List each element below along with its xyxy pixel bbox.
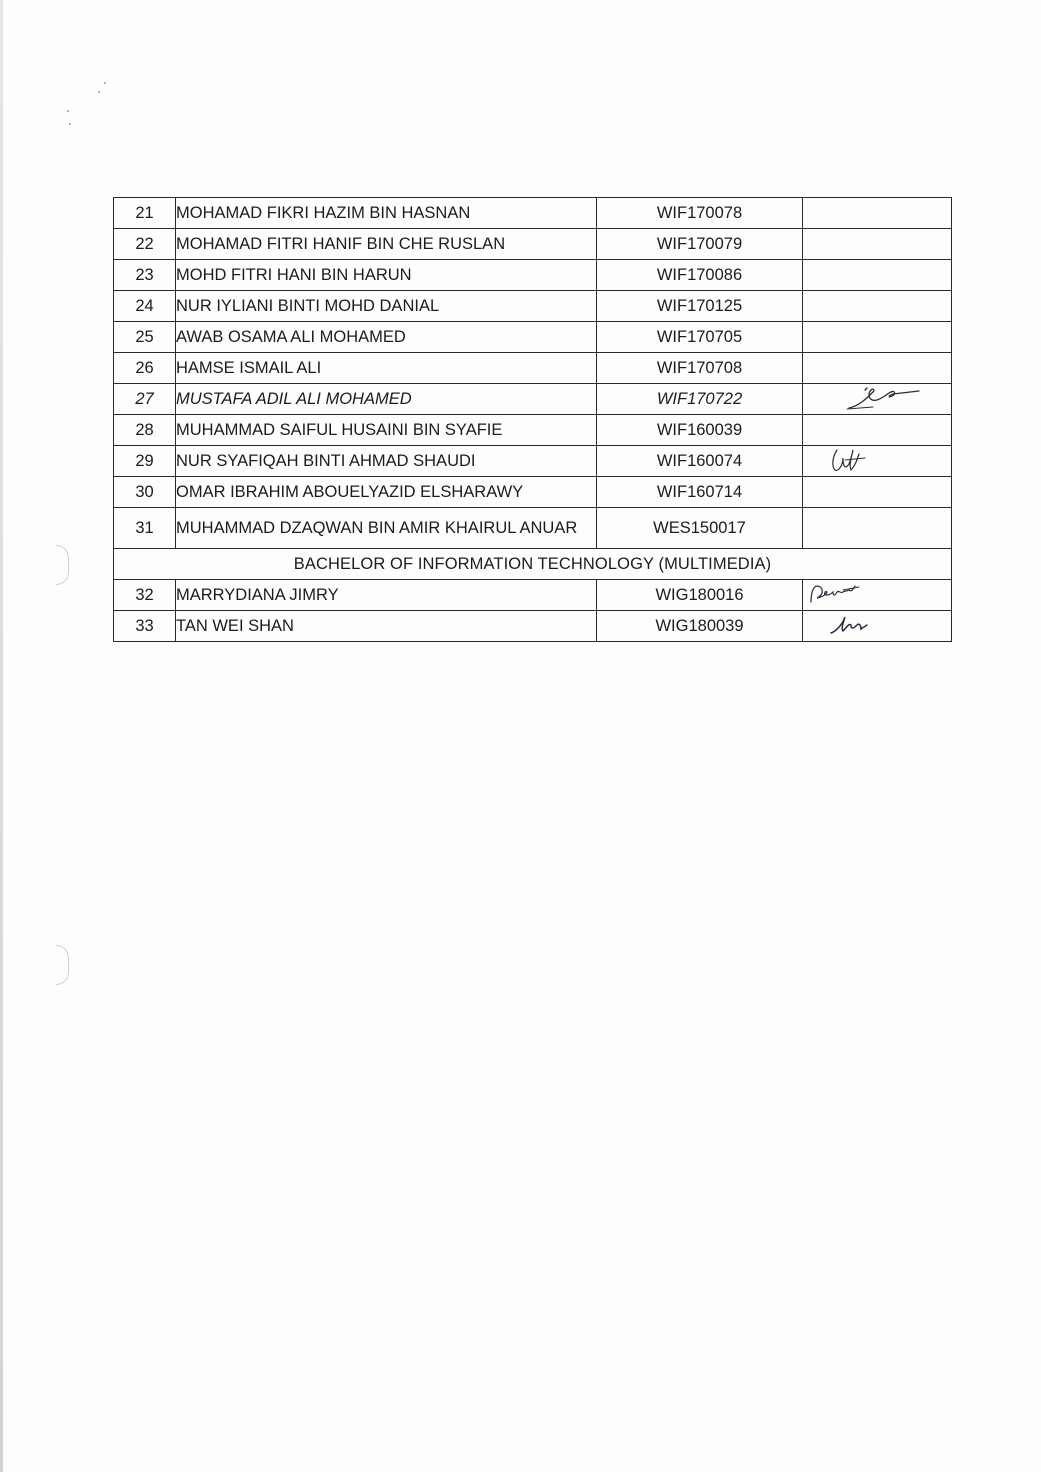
signature-cell (803, 260, 952, 291)
matric-number: WIG180039 (597, 611, 803, 642)
matric-number: WIF160039 (597, 415, 803, 446)
handwritten-signature (803, 384, 952, 414)
row-number: 27 (114, 384, 176, 415)
row-number: 28 (114, 415, 176, 446)
scan-edge (0, 0, 3, 1472)
table-row (114, 580, 952, 611)
row-number: 23 (114, 260, 176, 291)
table-row (114, 291, 952, 322)
signature-cell (803, 229, 952, 260)
section-row (114, 549, 952, 580)
punch-hole-shadow (56, 945, 69, 985)
signature-cell (803, 322, 952, 353)
table-row (114, 260, 952, 291)
punch-hole-shadow (56, 545, 69, 585)
row-number: 24 (114, 291, 176, 322)
matric-number: WES150017 (597, 508, 803, 549)
matric-number: WIF170125 (597, 291, 803, 322)
matric-number: WIF170708 (597, 353, 803, 384)
row-number: 26 (114, 353, 176, 384)
scan-speck (104, 82, 106, 84)
scan-speck (98, 91, 100, 93)
table-row (114, 415, 952, 446)
signature-cell (803, 508, 952, 549)
student-name: TAN WEI SHAN (176, 611, 597, 642)
student-name: MOHD FITRI HANI BIN HARUN (176, 260, 597, 291)
matric-number: WIG180016 (597, 580, 803, 611)
signature-cell (803, 384, 952, 415)
matric-number: WIF160074 (597, 446, 803, 477)
student-name: AWAB OSAMA ALI MOHAMED (176, 322, 597, 353)
signature-cell (803, 415, 952, 446)
signature-cell (803, 477, 952, 508)
student-name: MARRYDIANA JIMRY (176, 580, 597, 611)
table-row (114, 384, 952, 415)
handwritten-signature (803, 446, 952, 476)
handwritten-signature (803, 611, 952, 641)
matric-number: WIF170079 (597, 229, 803, 260)
row-number: 21 (114, 198, 176, 229)
student-name: HAMSE ISMAIL ALI (176, 353, 597, 384)
row-number: 25 (114, 322, 176, 353)
row-number: 32 (114, 580, 176, 611)
matric-number: WIF170078 (597, 198, 803, 229)
scan-speck (69, 123, 71, 125)
student-name: MUHAMMAD SAIFUL HUSAINI BIN SYAFIE (176, 415, 597, 446)
matric-number: WIF160714 (597, 477, 803, 508)
table-row (114, 322, 952, 353)
table-row (114, 446, 952, 477)
student-name: MOHAMAD FITRI HANIF BIN CHE RUSLAN (176, 229, 597, 260)
student-name: NUR SYAFIQAH BINTI AHMAD SHAUDI (176, 446, 597, 477)
student-name: MUSTAFA ADIL ALI MOHAMED (176, 384, 597, 415)
signature-cell (803, 291, 952, 322)
row-number: 22 (114, 229, 176, 260)
row-number: 31 (114, 508, 176, 549)
row-number: 30 (114, 477, 176, 508)
signature-cell (803, 580, 952, 611)
student-name: OMAR IBRAHIM ABOUELYAZID ELSHARAWY (176, 477, 597, 508)
signature-cell (803, 353, 952, 384)
scan-speck (67, 110, 69, 112)
student-name: NUR IYLIANI BINTI MOHD DANIAL (176, 291, 597, 322)
row-number: 29 (114, 446, 176, 477)
table-row (114, 353, 952, 384)
student-attendance-table (113, 197, 952, 642)
matric-number: WIF170722 (597, 384, 803, 415)
table-row (114, 229, 952, 260)
table-row (114, 477, 952, 508)
matric-number: WIF170705 (597, 322, 803, 353)
section-heading: BACHELOR OF INFORMATION TECHNOLOGY (MULTIMEDIA) (114, 549, 952, 580)
signature-cell (803, 446, 952, 477)
table-row (114, 611, 952, 642)
matric-number: WIF170086 (597, 260, 803, 291)
table-row (114, 508, 952, 549)
row-number: 33 (114, 611, 176, 642)
table-row (114, 198, 952, 229)
student-name: MOHAMAD FIKRI HAZIM BIN HASNAN (176, 198, 597, 229)
handwritten-signature (803, 580, 952, 610)
signature-cell (803, 611, 952, 642)
student-name: MUHAMMAD DZAQWAN BIN AMIR KHAIRUL ANUAR (176, 508, 597, 549)
signature-cell (803, 198, 952, 229)
